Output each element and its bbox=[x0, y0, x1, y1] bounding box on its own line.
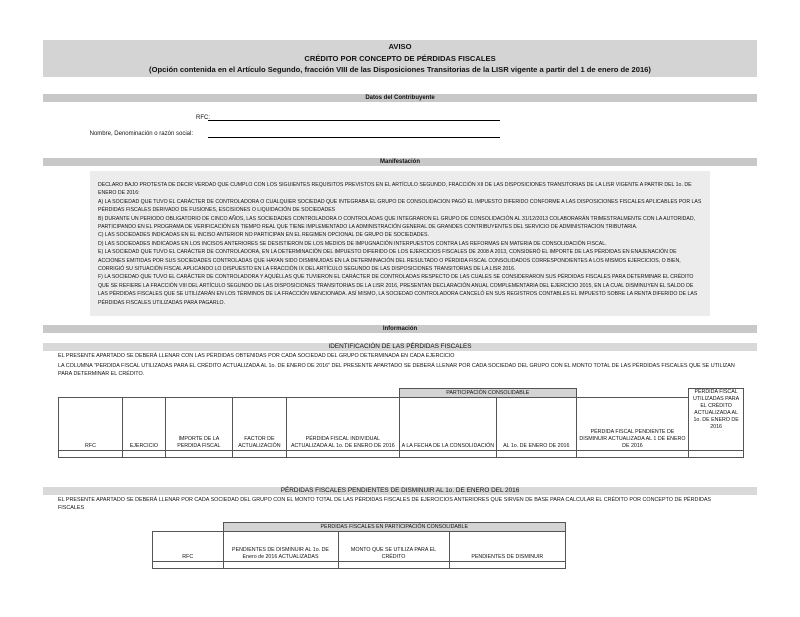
section-header-informacion: Información bbox=[43, 325, 757, 333]
notice-description: (Opción contenida en el Artículo Segundo, fracción VIII de las Disposiciones Transitorias de la LISR vigente a partir del 1 de enero de 2016) bbox=[149, 65, 651, 74]
nombre-label: Nombre, Denominación o razón social: bbox=[89, 131, 193, 137]
table-perdidas-pendientes bbox=[152, 522, 566, 569]
rfc-field[interactable] bbox=[208, 120, 500, 121]
table-row bbox=[153, 562, 566, 569]
col-importe-perdida: IMPORTE DE LA PERDIDA FISCAL bbox=[165, 398, 232, 451]
section-header-contribuyente: Datos del Contribuyente bbox=[43, 94, 757, 102]
col-perdida-individual: PÉRDIDA FISCAL INDIVIDUAL ACTUALIZADA AL 1o. DE ENERO DE 2016 bbox=[286, 398, 399, 451]
section-header-manifestacion: Manifestación bbox=[43, 158, 757, 166]
notice-title: AVISO bbox=[388, 42, 412, 51]
participacion-consolidable-header: PARTICIPACIÓN CONSOLIDABLE bbox=[399, 389, 576, 398]
table-row bbox=[59, 451, 744, 458]
cell-perdida-utilizada[interactable] bbox=[689, 451, 744, 458]
cell-importe[interactable] bbox=[165, 451, 232, 458]
perdidas-participacion-header: PERDIDAS FISCALES EN PARTICIPACIÓN CONSOLIDABLE bbox=[223, 523, 566, 532]
cell-al-enero[interactable] bbox=[496, 451, 576, 458]
cell-fecha-consolidacion[interactable] bbox=[399, 451, 496, 458]
cell-factor[interactable] bbox=[232, 451, 286, 458]
col2-pendientes-disminuir: PENDIENTES DE DISMINUIR bbox=[449, 532, 566, 562]
notice-subtitle: CRÉDITO POR CONCEPTO DE PÉRDIDAS FISCALES bbox=[304, 53, 496, 63]
declaration-paragraph: DECLARO BAJO PROTESTA DE DECIR VERDAD QUE CUMPLO CON LOS SIGUIENTES REQUISITOS PREVISTOS EN EL ARTÍCULO SEGUNDO, FRACCIÓN XII DE LAS DISPOSICIONES TRANSITORIAS DE LA LISR VIGENTE A PARTIR DEL 1o. DE ENERO DE 2016: bbox=[98, 182, 692, 197]
note-pendientes: EL PRESENTE APARTADO SE DEBERÁ LLENAR POR CADA SOCIEDAD DEL GRUPO CON EL MONTO TOTAL DE LAS PÉRDIDAS FISCALES DE EJERCICIOS ANTERIORES QUE SIRVEN DE BASE PARA CALCULAR EL CRÉDITO POR CONCEPTO DE PÉRDIDAS FISCALES bbox=[58, 497, 712, 511]
cell-ejercicio[interactable] bbox=[123, 451, 166, 458]
pendientes-title: PÉRDIDAS FISCALES PENDIENTES DE DISMINUIR AL 1o. DE ENERO DEL 2016 bbox=[43, 487, 757, 495]
nombre-field[interactable] bbox=[208, 137, 500, 138]
table-identificacion-perdidas bbox=[58, 388, 744, 458]
col2-monto-credito: MONTO QUE SE UTILIZA PARA EL CRÉDITO bbox=[338, 532, 449, 562]
col2-pendientes-actualizadas: PENDIENTES DE DISMINUIR AL 1o. DE Enero de 2016 ACTUALIZADAS bbox=[223, 532, 338, 562]
requirement-c: C) LAS SOCIEDADES INDICADAS EN EL INCISO ANTERIOR NO PARTICIPAN EN EL REGIMEN OPCIONAL DE GRUPO DE SOCIEDADES. bbox=[98, 232, 429, 239]
cell-perdida-pendiente[interactable] bbox=[576, 451, 689, 458]
note-columna-credito: LA COLUMNA "PERDIDA FISCAL UTILIZADAS PARA EL CRÉDITO ACTUALIZADA AL 1o. DE ENERO DE 2016" DEL PRESENTE APARTADO SE DEBERÁ LLENAR POR CADA SOCIEDAD DEL GRUPO CON EL MONTO TOTAL DE LAS PÉRDIDAS FISCALES QUE SE UTILIZAN PARA DETERMINAR EL CRÉDITO. bbox=[58, 363, 735, 377]
col2-rfc: RFC bbox=[153, 532, 224, 562]
requirement-b: B) DURANTE UN PERIODO OBLIGATORIO DE CINCO AÑOS, LAS SOCIEDADES CONTROLADORA O CONTROLADAS QUE INTEGRARON EL GRUPO DE CONSOLIDACIÓN AL 31/12/2013 COLABORARÁN TRIMESTRALMENTE CON LA AUTORIDAD, PARTICIPANDO EN EL PROGRAMA DE VERIFICACIÓN EN TIEMPO REAL QUE TIENE IMPLEMENTADO LA ADMINISTRACIÓN GENERAL DE GRANDES CONTRIBUYENTES DEL SERVICIO DE ADMINISTRACION TRIBUTARIA. bbox=[98, 215, 696, 231]
note-perdidas: EL PRESENTE APARTADO SE DEBERÁ LLENAR CON LAS PÉRDIDAS OBTENIDAS POR CADA SOCIEDAD DEL GRUPO DETERMINADA EN CADA EJERCICIO bbox=[58, 353, 455, 359]
cell-perdida-individual[interactable] bbox=[286, 451, 399, 458]
cell-rfc[interactable] bbox=[59, 451, 123, 458]
cell2-rfc[interactable] bbox=[153, 562, 224, 569]
col-fecha-consolidacion: A LA FECHA DE LA CONSOLIDACIÓN bbox=[399, 398, 496, 451]
col-perdida-utilizada: PÉRDIDA FISCAL UTILIZADAS PARA EL CRÉDITO ACTUALIZADA AL 1o. DE ENERO DE 2016 bbox=[689, 389, 744, 451]
col-rfc: RFC bbox=[59, 398, 123, 451]
cell2-pendientes-disminuir[interactable] bbox=[449, 562, 566, 569]
requirement-e: E) LA SOCIEDAD QUE TUVO EL CARÁCTER DE CONTROLADORA, EN LA DETERMINACIÓN DEL IMPUESTO DIFERIDO DE LOS EJERCICIOS FISCALES DE 2008 A 2013, CONSIDERÓ EL IMPORTE DE LAS PÉRDIDAS EN ENAJENACIÓN DE ACCIONES EMITIDAS POR SUS SOCIEDADES CONTROLADAS QUE HAYAN SIDO DISMINUIDAS EN LA DETERMINACIÓN DEL RESULTADO O PÉRDIDA FISCAL CONSOLIDADOS CORRESPONDIENTES A LOS MISMOS EJERCICIOS, O BIEN, CORRIGIÓ SU SITUACIÓN FISCAL APLICANDO LO DISPUESTO EN LA FRACCIÓN IX DEL ARTÍCULO SEGUNDO DE LAS DISPOSICIONES TRANSITORIAS DE LA LISR 2016. bbox=[98, 249, 681, 273]
col-factor-actualizacion: FACTOR DE ACTUALIZACIÓN bbox=[232, 398, 286, 451]
identificacion-title: IDENTIFICACIÓN DE LAS PÉRDIDAS FISCALES bbox=[43, 343, 757, 351]
col-ejercicio: EJERCICIO bbox=[123, 398, 166, 451]
manifestacion-text bbox=[98, 181, 704, 307]
cell2-monto-credito[interactable] bbox=[338, 562, 449, 569]
requirement-d: D) LAS SOCIEDADES INDICADAS EN LOS INCISOS ANTERIORES SE DESISTIERON DE LOS MEDIOS DE IMPUGNACIÓN INTERPUESTOS CONTRA LAS REFORMAS EN MATERIA DE CONSOLIDACIÓN FISCAL. bbox=[98, 240, 607, 247]
title-band bbox=[43, 40, 757, 77]
requirement-f: F) LA SOCIEDAD QUE TUVO EL CARÁCTER DE CONTROLADORA Y AQUÉLLAS QUE TUVIERON EL CARÁCTER DE CONTROLADAS RESPECTO DE LAS CUALES SE CONSIDERARON SUS PÉRDIDAS FISCALES PARA DETERMINAR EL CRÉDITO QUE SE REFIERE LA FRACCIÓN VIII DEL ARTÍCULO SEGUNDO DE LAS DISPOSICIONES TRANSITORIAS DE LA LISR 2016, PRESENTAN DECLARACIÓN ANUAL COMPLEMENTARIA DEL EJERCICIO 2015, EN LA CUAL DISMINUYEN EL SALDO DE LAS PÉRDIDAS FISCALES QUE SE UTILIZARÁN EN LOS TÉRMINOS DE LA FRACCIÓN MENCIONADA. ASÍ MISMO, LA SOCIEDAD CONTROLADORA CANCELÓ EN SUS REGISTROS CONTABLES EL IMPUESTO SOBRE LA RENTA DIFERIDO DE LAS PÉRDIDAS FISCALES UTILIZADAS PARA PAGARLO. bbox=[98, 274, 698, 306]
col-al-enero-2016: AL 1o. DE ENERO DE 2016 bbox=[496, 398, 576, 451]
rfc-label: RFC: bbox=[196, 115, 210, 121]
requirement-a: A) LA SOCIEDAD QUE TUVO EL CARÁCTER DE CONTROLADORA O CUALQUIER SOCIEDAD QUE INTEGRABA EL GRUPO DE CONSOLIDACION PAGÓ EL IMPUESTO DIFERIDO CONFORME A LAS DISPOSICIONES FISCALES APLICABLES POR LAS PÉRDIDAS FISCALES DERIVADO DE FUSIONES, ESCISIONES O LIQUIDACIÓN DE SOCIEDADES bbox=[98, 198, 702, 214]
col-perdida-pendiente: PÉRDIDA FISCAL PENDIENTE DE DISMINUIR ACTUALIZADA AL 1 DE ENERO DE 2016 bbox=[576, 398, 689, 451]
cell2-pendientes-actualizadas[interactable] bbox=[223, 562, 338, 569]
